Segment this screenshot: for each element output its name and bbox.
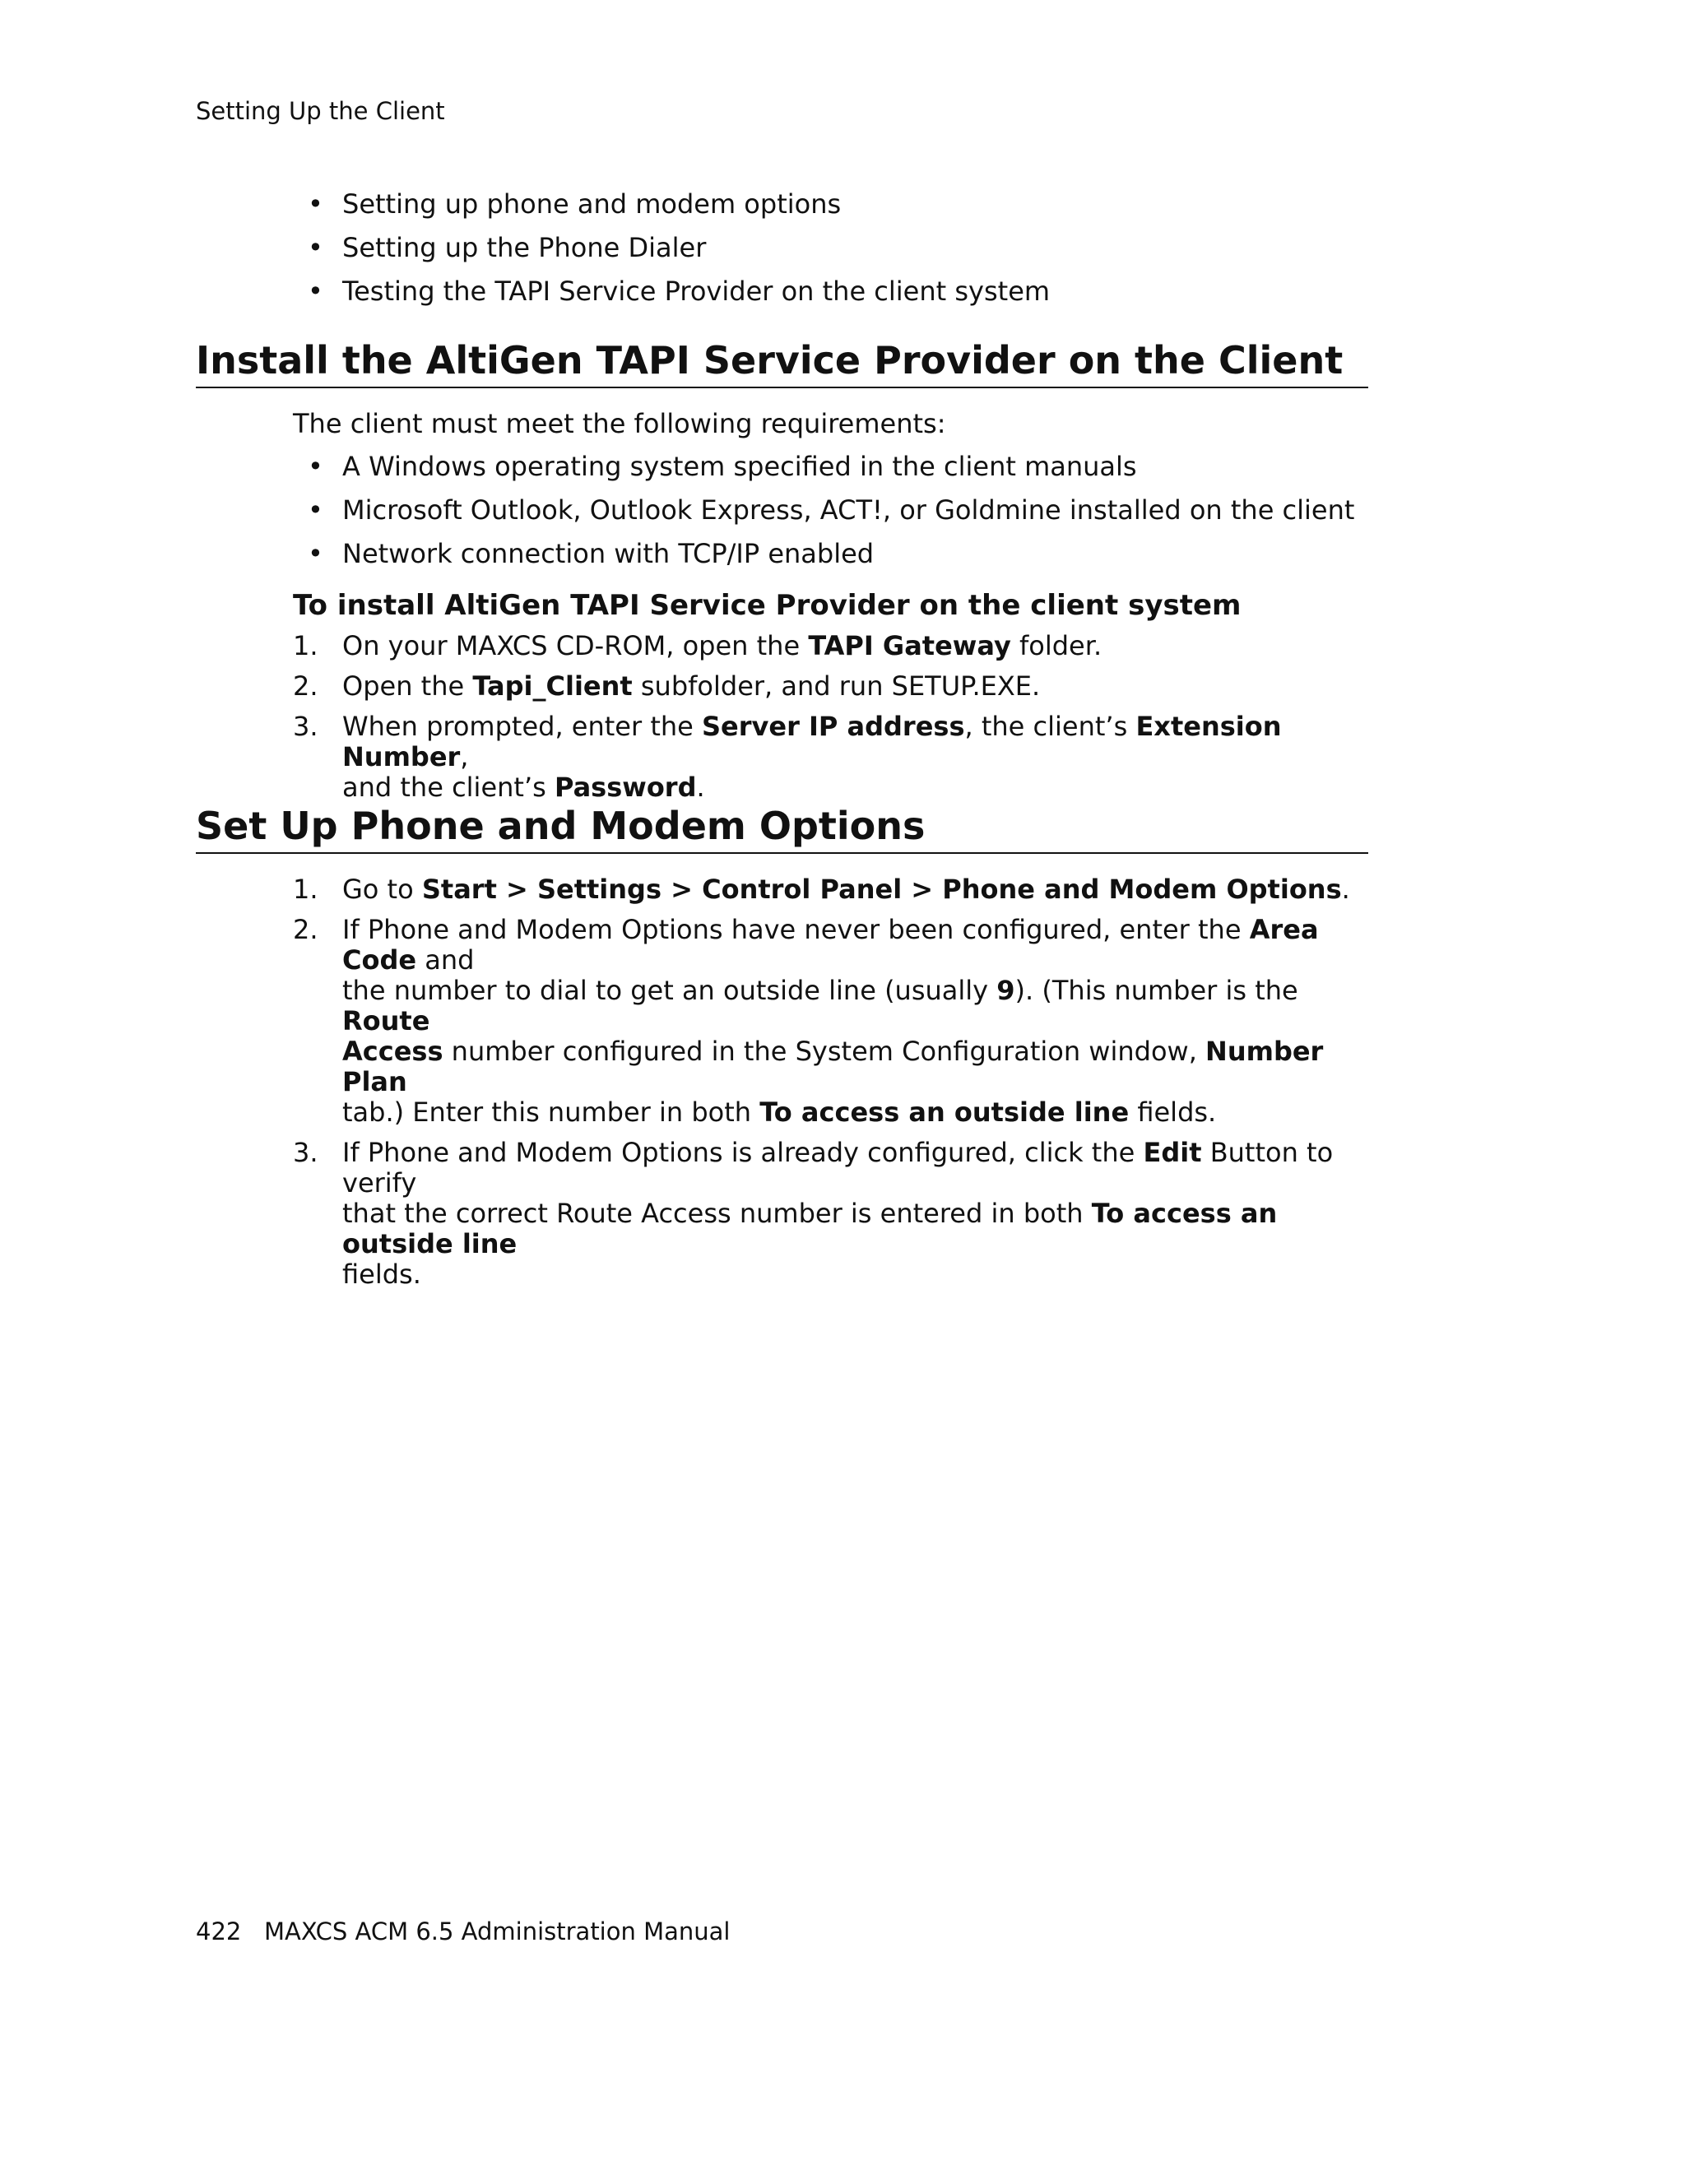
running-header: Setting Up the Client (196, 97, 445, 125)
bullet-icon: • (308, 276, 323, 307)
intro-bullet-list (293, 189, 1050, 320)
page-footer (196, 1917, 730, 1946)
list-item: 2. Open the Tapi_Client subfolder, and run SETUP.EXE. (293, 670, 1041, 702)
bullet-icon: • (308, 232, 323, 263)
section-heading-install: Install the AltiGen TAPI Service Provider on the Client (196, 337, 1368, 388)
list-item: • Microsoft Outlook, Outlook Express, ACT!, or Goldmine installed on the client (293, 495, 1354, 526)
requirements-list (293, 452, 1354, 582)
section-heading-phone-modem: Set Up Phone and Modem Options (196, 803, 1368, 854)
bullet-icon: • (308, 451, 323, 482)
procedure-heading: To install AltiGen TAPI Service Provider on the client system (293, 589, 1242, 622)
manual-title: MAXCS ACM 6.5 Administration Manual (264, 1917, 731, 1945)
list-item: 3. If Phone and Modem Options is already configured, click the Edit Button to verify that the correct Route Access number is entered in both To access an outside line fields. (293, 1137, 1334, 1290)
list-item: 1. On your MAXCS CD-ROM, open the TAPI Gateway folder. (293, 630, 1102, 661)
list-item: • Setting up the Phone Dialer (293, 233, 1050, 263)
bullet-icon: • (308, 538, 323, 569)
list-item: • A Windows operating system specified in the client manuals (293, 452, 1354, 482)
list-item: 3. When prompted, enter the Server IP address, the client’s Extension Number, and the client’s Password. (293, 711, 1282, 803)
list-item: • Setting up phone and modem options (293, 189, 1050, 220)
bullet-icon: • (308, 494, 323, 526)
phone-modem-steps (293, 874, 1387, 1300)
list-item: • Network connection with TCP/IP enabled (293, 539, 1354, 569)
requirements-intro: The client must meet the following requirements: (293, 408, 946, 439)
list-item: • Testing the TAPI Service Provider on the client system (293, 276, 1050, 307)
install-steps (293, 631, 1379, 813)
list-item: 1. Go to Start > Settings > Control Panel > Phone and Modem Options. (293, 874, 1350, 905)
page-number: 422 (196, 1917, 242, 1945)
list-item: 2. If Phone and Modem Options have never been configured, enter the Area Code and the number to dial to get an outside line (usually 9). (This number is the Route Access number configured in the System Configuration window, Number Plan tab.) Enter this number in both To access an outside line fields. (293, 914, 1324, 1128)
bullet-icon: • (308, 188, 323, 220)
